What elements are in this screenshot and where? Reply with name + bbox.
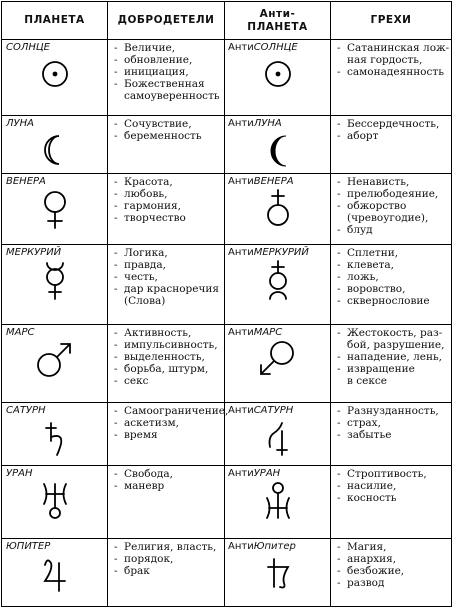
anti-prefix: Анти [228, 42, 254, 53]
sins-list [331, 42, 451, 78]
anti-saturn-icon [248, 417, 308, 459]
planet-name: ЮПИТЕР [6, 541, 51, 552]
list-item: - насилие, [347, 480, 449, 492]
virtues-list [108, 405, 229, 442]
table-row [2, 245, 452, 325]
virtues-list [108, 118, 224, 142]
virtues-list [108, 468, 224, 492]
planet-name: ЛУНА [6, 118, 34, 129]
table-row [2, 403, 452, 466]
list-item: - инициация, [124, 66, 222, 78]
list-item: - импульсивность, [124, 339, 222, 351]
list-item: - Самоограничение, [124, 405, 222, 417]
sins-list [331, 327, 451, 387]
list-item: - Религия, власть, [124, 541, 222, 553]
virtues-cell [108, 466, 225, 539]
sins-list [331, 405, 451, 441]
list-item: - Божественная [124, 78, 222, 90]
planet-name: МЕРКУРИЙ [6, 247, 62, 258]
list-item: - косность [347, 492, 449, 504]
list-item: - обжорство [347, 200, 449, 212]
virtues-list [108, 176, 224, 224]
planet-cell [2, 116, 108, 174]
list-item: - страх, [347, 417, 449, 429]
anti-planet-name: СОЛНЦЕ [253, 42, 298, 53]
antiplanet-cell [225, 40, 331, 116]
antiplanet-name [225, 466, 330, 480]
list-item: самоуверенность [124, 90, 220, 103]
list-item: - правда, [124, 259, 222, 271]
list-item: - прелюбодеяние, [347, 188, 449, 200]
planet-cell [2, 466, 108, 539]
list-item: - нападение, лень, [347, 351, 449, 363]
list-item: - Сплетни, [347, 247, 449, 259]
list-item: - Разнузданность, [347, 405, 449, 417]
planet-cell [2, 174, 108, 245]
list-item: - Активность, [124, 327, 222, 339]
table-row [2, 539, 452, 607]
list-item: - анархия, [347, 553, 449, 565]
anti-prefix: Анти [228, 541, 254, 552]
planets-table [1, 1, 452, 607]
anti-venus-icon [248, 188, 308, 230]
list-item: - гармония, [124, 200, 222, 212]
anti-planet-name: МЕРКУРИЙ [253, 247, 309, 258]
list-item: - Ненависть, [347, 176, 449, 188]
list-item: - Величие, [124, 42, 222, 54]
planet-name: ВЕНЕРА [6, 176, 46, 187]
list-item: - забытье [347, 429, 449, 441]
sun-icon [248, 54, 308, 96]
anti-jupiter-icon [248, 553, 308, 595]
antiplanet-cell [225, 116, 331, 174]
table-row [2, 40, 452, 116]
list-item: - творчество [124, 212, 222, 224]
list-item: - Сочувствие, [124, 118, 222, 130]
sins-list [331, 247, 451, 307]
planet-cell [2, 40, 108, 116]
anti-prefix: Анти [228, 247, 254, 258]
anti-planet-name: МАРС [253, 327, 283, 338]
anti-planet-name: ЛУНА [253, 118, 282, 129]
list-item: - Строптивость, [347, 468, 449, 480]
list-item: - дар красноречия [124, 283, 222, 295]
header-row [2, 2, 452, 40]
sins-cell [331, 466, 452, 539]
list-item: - безбожие, [347, 565, 449, 577]
list-item: - сквернословие [347, 295, 449, 307]
antiplanet-cell [225, 466, 331, 539]
sins-cell [331, 245, 452, 325]
list-item: в сексе [347, 375, 388, 388]
virtues-list [108, 247, 224, 307]
antiplanet-name [225, 40, 330, 54]
virtues-cell [108, 403, 229, 466]
sins-cell [331, 174, 452, 245]
uranus-icon [25, 480, 85, 522]
list-item: ная гордость, [347, 54, 423, 67]
list-item: - секс [124, 375, 222, 387]
sins-list [331, 118, 451, 142]
sins-cell [331, 116, 452, 174]
antiplanet-cell [225, 539, 331, 607]
list-item: - аборт [347, 130, 449, 142]
list-item: - Бессердечность, [347, 118, 449, 130]
planet-name: СОЛНЦЕ [6, 42, 50, 53]
sins-list [331, 176, 451, 236]
anti-prefix: Анти [228, 468, 254, 479]
planet-name: УРАН [6, 468, 33, 479]
planet-name: САТУРН [6, 405, 46, 416]
sins-cell [331, 325, 452, 403]
anti-uranus-icon [248, 480, 308, 522]
header-antiplanet-line1: Анти- [259, 8, 296, 21]
planet-cell [2, 403, 108, 466]
table-row [2, 466, 452, 539]
sins-cell [331, 40, 452, 116]
virtues-cell [108, 325, 225, 403]
mercury-icon [25, 259, 85, 301]
virtues-list [108, 541, 224, 577]
list-item: - любовь, [124, 188, 222, 200]
sins-list [331, 468, 451, 504]
table-row [2, 325, 452, 403]
antiplanet-cell [225, 325, 331, 403]
list-item: - маневр [124, 480, 222, 492]
antiplanet-cell [225, 403, 331, 466]
header-sins: ГРЕХИ [331, 2, 452, 40]
list-item: (Слова) [124, 295, 166, 308]
anti-planet-name: УРАН [253, 468, 281, 479]
anti-planet-name: Юпитер [253, 541, 296, 552]
moon-icon [25, 130, 85, 172]
planet-cell [2, 539, 108, 607]
antiplanet-name [225, 403, 330, 417]
sins-cell [331, 403, 452, 466]
virtues-cell [108, 40, 225, 116]
list-item: - самонадеянность [347, 66, 449, 78]
table-row [2, 174, 452, 245]
virtues-cell [108, 539, 225, 607]
table-row [2, 116, 452, 174]
list-item: - воровство, [347, 283, 449, 295]
header-antiplanet [225, 2, 331, 40]
list-item: - Жестокость, раз- [347, 327, 449, 339]
list-item: - Магия, [347, 541, 449, 553]
anti-mars-icon [248, 339, 308, 381]
anti-prefix: Анти [228, 405, 254, 416]
antiplanet-name [225, 539, 330, 553]
antiplanet-cell [225, 174, 331, 245]
dark-moon-icon [248, 130, 308, 172]
jupiter-icon [25, 553, 85, 595]
list-item: - обновление, [124, 54, 222, 66]
list-item: - аскетизм, [124, 417, 222, 429]
antiplanet-name [225, 174, 330, 188]
header-antiplanet-line2: ПЛАНЕТА [247, 20, 308, 33]
antiplanet-name [225, 325, 330, 339]
sins-cell [331, 539, 452, 607]
anti-planet-name: САТУРН [253, 405, 294, 416]
venus-icon [25, 188, 85, 230]
list-item: - беременность [124, 130, 222, 142]
anti-prefix: Анти [228, 327, 254, 338]
antiplanet-name [225, 116, 330, 130]
saturn-icon [25, 417, 85, 459]
sun-icon [25, 54, 85, 96]
list-item: - блуд [347, 224, 449, 236]
list-item: - ложь, [347, 271, 449, 283]
list-item: (чревоугодие), [347, 212, 429, 225]
list-item: бой, разрушение, [347, 339, 445, 352]
header-planet: ПЛАНЕТА [2, 2, 108, 40]
list-item: - Красота, [124, 176, 222, 188]
sins-list [331, 541, 451, 589]
anti-prefix: Анти [228, 176, 254, 187]
list-item: - извращение [347, 363, 449, 375]
planet-cell [2, 245, 108, 325]
antiplanet-cell [225, 245, 331, 325]
virtues-list [108, 42, 224, 102]
antiplanet-name [225, 245, 330, 259]
list-item: - Сатанинская лож- [347, 42, 449, 54]
list-item: - брак [124, 565, 222, 577]
list-item: - борьба, штурм, [124, 363, 222, 375]
anti-prefix: Анти [228, 118, 254, 129]
list-item: - честь, [124, 271, 222, 283]
list-item: - клевета, [347, 259, 449, 271]
virtues-cell [108, 245, 225, 325]
mars-icon [25, 339, 85, 381]
planet-name: МАРС [6, 327, 35, 338]
anti-planet-name: ВЕНЕРА [253, 176, 294, 187]
header-virtues: ДОБРОДЕТЕЛИ [108, 2, 225, 40]
planet-cell [2, 325, 108, 403]
list-item: - Свобода, [124, 468, 222, 480]
list-item: - порядок, [124, 553, 222, 565]
virtues-cell [108, 174, 225, 245]
list-item: - выделенность, [124, 351, 222, 363]
list-item: - Логика, [124, 247, 222, 259]
virtues-cell [108, 116, 225, 174]
list-item: - время [124, 429, 222, 441]
virtues-list [108, 327, 224, 387]
anti-mercury-icon [248, 259, 308, 301]
list-item: - развод [347, 577, 449, 589]
